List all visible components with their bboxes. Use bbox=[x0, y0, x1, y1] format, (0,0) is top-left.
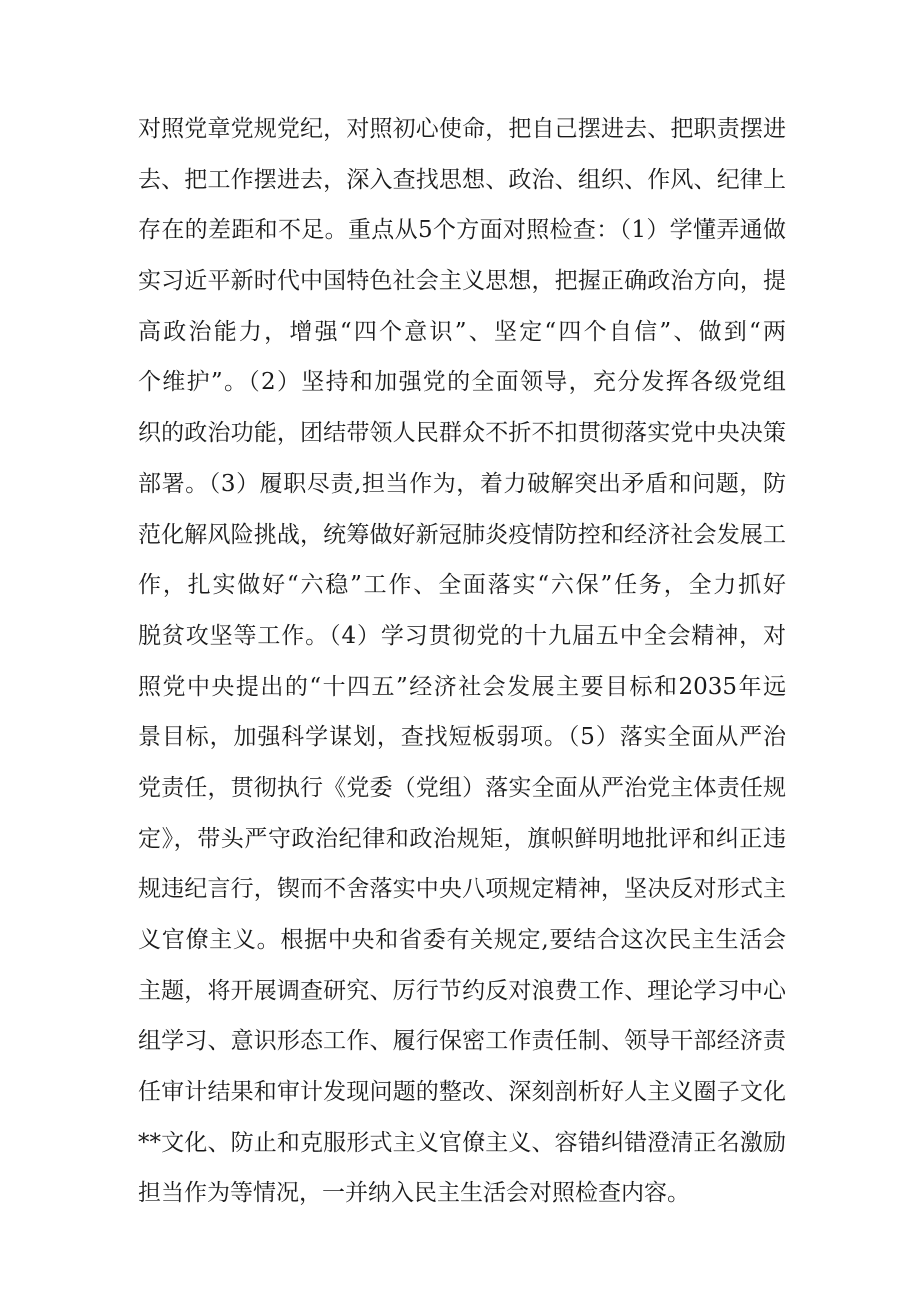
paragraph-line: 组学习、意识形态工作、履行保密工作责任制、领导干部经济责 bbox=[138, 1028, 786, 1055]
paragraph-line: **文化、防止和克服形式主义官僚主义、容错纠错澄清正名激励 bbox=[138, 1129, 786, 1156]
paragraph-line: 定》，带头严守政治纪律和政治规矩，旗帜鲜明地批评和纠正违 bbox=[138, 825, 786, 852]
paragraph-line: 义官僚主义。根据中央和省委有关规定,要结合这次民主生活会 bbox=[138, 927, 786, 953]
paragraph-line: 范化解风险挑战，统筹做好新冠肺炎疫情防控和经济社会发展工 bbox=[138, 521, 786, 548]
paragraph-line: 对照党章党规党纪，对照初心使命，把自己摆进去、把职责摆进 bbox=[138, 116, 786, 142]
paragraph-line: 实习近平新时代中国特色社会主义思想，把握正确政治方向，提 bbox=[138, 268, 786, 295]
body-paragraph bbox=[138, 104, 786, 1219]
paragraph-line: 高政治能力，增强“四个意识”、坚定“四个自信”、做到“两 bbox=[138, 318, 786, 345]
paragraph-line: 照党中央提出的“十四五”经济社会发展主要目标和2035年远 bbox=[138, 673, 786, 700]
paragraph-line: 存在的差距和不足。重点从5个方面对照检查：（1）学懂弄通做 bbox=[138, 217, 786, 244]
paragraph-line: 任审计结果和审计发现问题的整改、深刻剖析好人主义圈子文化 bbox=[138, 1079, 786, 1106]
paragraph-line: 个维护”。（2）坚持和加强党的全面领导，充分发挥各级党组 bbox=[138, 369, 786, 396]
paragraph-line: 作，扎实做好“六稳”工作、全面落实“六保”任务，全力抓好 bbox=[138, 572, 786, 599]
paragraph-line: 景目标，加强科学谋划，查找短板弱项。（5）落实全面从严治 bbox=[138, 724, 786, 751]
paragraph-line: 主题，将开展调查研究、厉行节约反对浪费工作、理论学习中心 bbox=[138, 977, 786, 1004]
paragraph-line: 部署。（3）履职尽责,担当作为，着力破解突出矛盾和问题，防 bbox=[138, 470, 786, 497]
paragraph-line: 担当作为等情况，一并纳入民主生活会对照检查内容。 bbox=[138, 1180, 690, 1207]
paragraph-line: 脱贫攻坚等工作。（4）学习贯彻党的十九届五中全会精神，对 bbox=[138, 622, 786, 649]
paragraph-line: 党责任，贯彻执行《党委（党组）落实全面从严治党主体责任规 bbox=[138, 774, 786, 801]
paragraph-line: 去、把工作摆进去，深入查找思想、政治、组织、作风、纪律上 bbox=[138, 166, 786, 193]
paragraph-line: 织的政治功能，团结带领人民群众不折不扣贯彻落实党中央决策 bbox=[138, 420, 786, 447]
paragraph-line: 规违纪言行，锲而不舍落实中央八项规定精神，坚决反对形式主 bbox=[138, 876, 786, 903]
